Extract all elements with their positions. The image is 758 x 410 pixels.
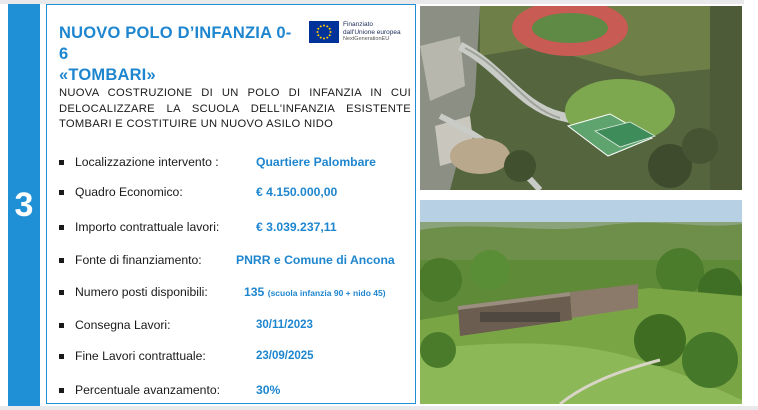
- bullet-icon: [59, 388, 64, 393]
- eu-funding-logo: [309, 21, 413, 47]
- eu-logo-line-2: dall'Unione europea: [343, 28, 401, 36]
- bullet-icon: [59, 290, 64, 295]
- info-row-funding-source: [59, 251, 202, 269]
- bullet-icon: [59, 323, 64, 328]
- row-value: 23/09/2025: [256, 350, 314, 362]
- aerial-site-plan-photo: [420, 6, 742, 190]
- row-value: 30/11/2023: [256, 319, 313, 331]
- title-line-1: NUOVO POLO D’INFANZIA 0-6: [59, 24, 292, 63]
- row-value: € 3.039.237,11: [256, 220, 337, 234]
- info-row-progress: [59, 381, 220, 399]
- row-label: Quadro Economico:: [75, 185, 183, 199]
- row-label: Numero posti disponibili:: [75, 285, 208, 299]
- capacity-value: 135: [244, 285, 265, 299]
- info-row-contract-amount: [59, 218, 219, 236]
- row-value: 30%: [256, 383, 281, 397]
- eu-flag-icon: [309, 21, 339, 43]
- eu-logo-line-1: Finanziato: [343, 21, 373, 28]
- row-label: Importo contrattuale lavori:: [75, 220, 220, 234]
- capacity-note: (scuola infanzia 90 + nido 45): [267, 288, 386, 298]
- info-row-works-start: [59, 316, 171, 334]
- slide-number-badge: [8, 4, 40, 406]
- info-row-location: [59, 153, 219, 171]
- eu-logo-line-3: NextGenerationEU: [343, 36, 390, 42]
- info-row-capacity: [59, 283, 208, 301]
- row-label: Localizzazione intervento :: [75, 155, 219, 169]
- title-line-2: «TOMBARI»: [59, 66, 156, 84]
- right-margin: [744, 0, 758, 410]
- eu-logo-text: [343, 21, 401, 44]
- row-label: Fine Lavori contrattuale:: [75, 349, 206, 363]
- project-description: NUOVA COSTRUZIONE DI UN POLO DI INFANZIA IN CUI DELOCALIZZARE LA SCUOLA DELL'INFANZIA ESISTENTE TOMBARI E COSTITUIRE UN NUOVO ASILO NIDO: [59, 87, 411, 131]
- row-value: Quartiere Palombare: [256, 155, 376, 169]
- bullet-icon: [59, 258, 64, 263]
- bullet-icon: [59, 190, 64, 195]
- row-label: Fonte di finanziamento:: [75, 253, 202, 267]
- row-value: [244, 283, 386, 302]
- slide-title: [59, 23, 299, 86]
- info-row-budget: [59, 183, 183, 201]
- building-render-photo: [420, 200, 742, 404]
- info-row-works-end: [59, 347, 206, 365]
- bottom-border: [0, 406, 758, 410]
- bullet-icon: [59, 354, 64, 359]
- bullet-icon: [59, 225, 64, 230]
- slide-number: 3: [14, 185, 34, 224]
- bullet-icon: [59, 160, 64, 165]
- info-card: [46, 4, 416, 404]
- row-value: € 4.150.000,00: [256, 185, 338, 199]
- row-label: Percentuale avanzamento:: [75, 383, 220, 397]
- row-value: PNRR e Comune di Ancona: [236, 253, 395, 267]
- row-label: Consegna Lavori:: [75, 318, 171, 332]
